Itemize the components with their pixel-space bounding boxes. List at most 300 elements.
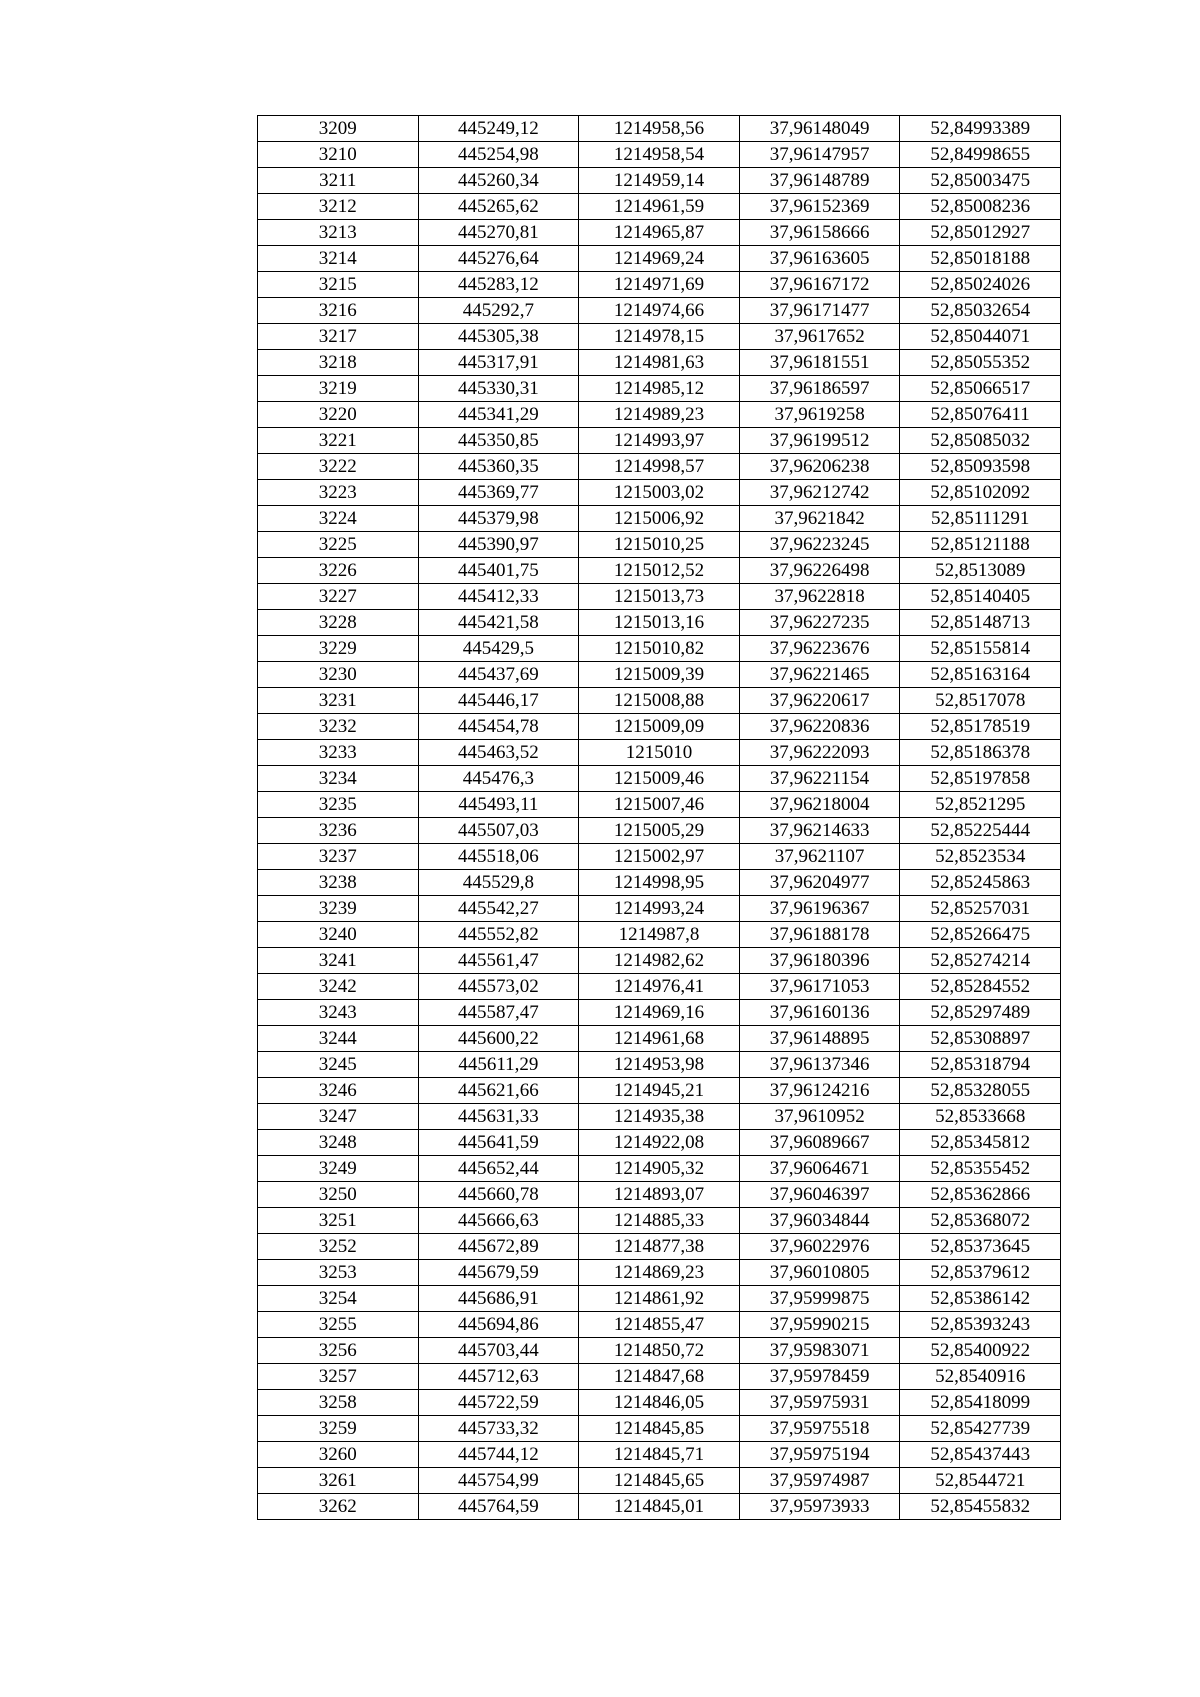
y-coordinate-cell: 1215006,92	[579, 506, 740, 532]
y-coordinate-cell: 1214845,85	[579, 1416, 740, 1442]
point-number-cell: 3232	[258, 714, 419, 740]
latitude-cell: 52,85297489	[900, 1000, 1061, 1026]
x-coordinate-cell: 445611,29	[418, 1052, 579, 1078]
point-number-cell: 3238	[258, 870, 419, 896]
latitude-cell: 52,85379612	[900, 1260, 1061, 1286]
longitude-cell: 37,96221154	[739, 766, 900, 792]
y-coordinate-cell: 1215008,88	[579, 688, 740, 714]
point-number-cell: 3223	[258, 480, 419, 506]
longitude-cell: 37,96223676	[739, 636, 900, 662]
latitude-cell: 52,85284552	[900, 974, 1061, 1000]
x-coordinate-cell: 445437,69	[418, 662, 579, 688]
x-coordinate-cell: 445542,27	[418, 896, 579, 922]
x-coordinate-cell: 445712,63	[418, 1364, 579, 1390]
table-row	[258, 402, 1061, 428]
point-number-cell: 3239	[258, 896, 419, 922]
x-coordinate-cell: 445305,38	[418, 324, 579, 350]
latitude-cell: 52,85345812	[900, 1130, 1061, 1156]
y-coordinate-cell: 1214935,38	[579, 1104, 740, 1130]
point-number-cell: 3214	[258, 246, 419, 272]
coordinates-table-body	[258, 116, 1061, 1520]
latitude-cell: 52,8521295	[900, 792, 1061, 818]
latitude-cell: 52,85225444	[900, 818, 1061, 844]
longitude-cell: 37,96227235	[739, 610, 900, 636]
table-row	[258, 1104, 1061, 1130]
y-coordinate-cell: 1214877,38	[579, 1234, 740, 1260]
table-row	[258, 662, 1061, 688]
table-row	[258, 636, 1061, 662]
longitude-cell: 37,96148049	[739, 116, 900, 142]
point-number-cell: 3231	[258, 688, 419, 714]
y-coordinate-cell: 1214971,69	[579, 272, 740, 298]
latitude-cell: 52,85093598	[900, 454, 1061, 480]
point-number-cell: 3228	[258, 610, 419, 636]
latitude-cell: 52,8533668	[900, 1104, 1061, 1130]
x-coordinate-cell: 445292,7	[418, 298, 579, 324]
table-row	[258, 792, 1061, 818]
latitude-cell: 52,85245863	[900, 870, 1061, 896]
point-number-cell: 3219	[258, 376, 419, 402]
x-coordinate-cell: 445476,3	[418, 766, 579, 792]
x-coordinate-cell: 445260,34	[418, 168, 579, 194]
x-coordinate-cell: 445621,66	[418, 1078, 579, 1104]
y-coordinate-cell: 1214987,8	[579, 922, 740, 948]
point-number-cell: 3262	[258, 1494, 419, 1520]
point-number-cell: 3236	[258, 818, 419, 844]
y-coordinate-cell: 1214845,71	[579, 1442, 740, 1468]
longitude-cell: 37,96010805	[739, 1260, 900, 1286]
x-coordinate-cell: 445369,77	[418, 480, 579, 506]
x-coordinate-cell: 445764,59	[418, 1494, 579, 1520]
longitude-cell: 37,96064671	[739, 1156, 900, 1182]
latitude-cell: 52,85155814	[900, 636, 1061, 662]
y-coordinate-cell: 1214985,12	[579, 376, 740, 402]
longitude-cell: 37,96181551	[739, 350, 900, 376]
longitude-cell: 37,96186597	[739, 376, 900, 402]
latitude-cell: 52,85308897	[900, 1026, 1061, 1052]
table-row	[258, 740, 1061, 766]
point-number-cell: 3234	[258, 766, 419, 792]
point-number-cell: 3220	[258, 402, 419, 428]
longitude-cell: 37,9610952	[739, 1104, 900, 1130]
longitude-cell: 37,95975931	[739, 1390, 900, 1416]
longitude-cell: 37,96220617	[739, 688, 900, 714]
table-row	[258, 688, 1061, 714]
longitude-cell: 37,96221465	[739, 662, 900, 688]
longitude-cell: 37,96148895	[739, 1026, 900, 1052]
longitude-cell: 37,96218004	[739, 792, 900, 818]
x-coordinate-cell: 445666,63	[418, 1208, 579, 1234]
point-number-cell: 3233	[258, 740, 419, 766]
table-row	[258, 922, 1061, 948]
table-row	[258, 1442, 1061, 1468]
point-number-cell: 3211	[258, 168, 419, 194]
latitude-cell: 52,85044071	[900, 324, 1061, 350]
point-number-cell: 3227	[258, 584, 419, 610]
y-coordinate-cell: 1214958,54	[579, 142, 740, 168]
latitude-cell: 52,84993389	[900, 116, 1061, 142]
y-coordinate-cell: 1214998,57	[579, 454, 740, 480]
table-row	[258, 1260, 1061, 1286]
y-coordinate-cell: 1215003,02	[579, 480, 740, 506]
latitude-cell: 52,85418099	[900, 1390, 1061, 1416]
longitude-cell: 37,96163605	[739, 246, 900, 272]
longitude-cell: 37,9621107	[739, 844, 900, 870]
longitude-cell: 37,95990215	[739, 1312, 900, 1338]
latitude-cell: 52,85008236	[900, 194, 1061, 220]
latitude-cell: 52,8513089	[900, 558, 1061, 584]
y-coordinate-cell: 1214850,72	[579, 1338, 740, 1364]
y-coordinate-cell: 1214965,87	[579, 220, 740, 246]
latitude-cell: 52,8523534	[900, 844, 1061, 870]
longitude-cell: 37,96137346	[739, 1052, 900, 1078]
y-coordinate-cell: 1215010,25	[579, 532, 740, 558]
longitude-cell: 37,96220836	[739, 714, 900, 740]
x-coordinate-cell: 445390,97	[418, 532, 579, 558]
x-coordinate-cell: 445754,99	[418, 1468, 579, 1494]
point-number-cell: 3222	[258, 454, 419, 480]
y-coordinate-cell: 1214961,59	[579, 194, 740, 220]
y-coordinate-cell: 1215013,16	[579, 610, 740, 636]
table-row	[258, 1182, 1061, 1208]
longitude-cell: 37,96214633	[739, 818, 900, 844]
longitude-cell: 37,95973933	[739, 1494, 900, 1520]
longitude-cell: 37,96204977	[739, 870, 900, 896]
y-coordinate-cell: 1215007,46	[579, 792, 740, 818]
longitude-cell: 37,9621842	[739, 506, 900, 532]
longitude-cell: 37,96148789	[739, 168, 900, 194]
longitude-cell: 37,96171477	[739, 298, 900, 324]
table-row	[258, 766, 1061, 792]
latitude-cell: 52,85178519	[900, 714, 1061, 740]
latitude-cell: 52,85393243	[900, 1312, 1061, 1338]
y-coordinate-cell: 1214958,56	[579, 116, 740, 142]
x-coordinate-cell: 445265,62	[418, 194, 579, 220]
point-number-cell: 3210	[258, 142, 419, 168]
latitude-cell: 52,85427739	[900, 1416, 1061, 1442]
longitude-cell: 37,96152369	[739, 194, 900, 220]
y-coordinate-cell: 1214961,68	[579, 1026, 740, 1052]
longitude-cell: 37,96167172	[739, 272, 900, 298]
latitude-cell: 52,85368072	[900, 1208, 1061, 1234]
point-number-cell: 3252	[258, 1234, 419, 1260]
x-coordinate-cell: 445249,12	[418, 116, 579, 142]
y-coordinate-cell: 1214869,23	[579, 1260, 740, 1286]
table-row	[258, 142, 1061, 168]
y-coordinate-cell: 1215009,09	[579, 714, 740, 740]
x-coordinate-cell: 445686,91	[418, 1286, 579, 1312]
x-coordinate-cell: 445412,33	[418, 584, 579, 610]
x-coordinate-cell: 445641,59	[418, 1130, 579, 1156]
point-number-cell: 3257	[258, 1364, 419, 1390]
table-row	[258, 1052, 1061, 1078]
point-number-cell: 3261	[258, 1468, 419, 1494]
table-row	[258, 610, 1061, 636]
y-coordinate-cell: 1214998,95	[579, 870, 740, 896]
latitude-cell: 52,85257031	[900, 896, 1061, 922]
point-number-cell: 3250	[258, 1182, 419, 1208]
latitude-cell: 52,85186378	[900, 740, 1061, 766]
table-row	[258, 1364, 1061, 1390]
latitude-cell: 52,8544721	[900, 1468, 1061, 1494]
longitude-cell: 37,95978459	[739, 1364, 900, 1390]
table-row	[258, 272, 1061, 298]
y-coordinate-cell: 1214974,66	[579, 298, 740, 324]
x-coordinate-cell: 445679,59	[418, 1260, 579, 1286]
table-row	[258, 1078, 1061, 1104]
longitude-cell: 37,96223245	[739, 532, 900, 558]
point-number-cell: 3246	[258, 1078, 419, 1104]
point-number-cell: 3212	[258, 194, 419, 220]
x-coordinate-cell: 445429,5	[418, 636, 579, 662]
x-coordinate-cell: 445600,22	[418, 1026, 579, 1052]
longitude-cell: 37,9619258	[739, 402, 900, 428]
latitude-cell: 52,85197858	[900, 766, 1061, 792]
longitude-cell: 37,95974987	[739, 1468, 900, 1494]
latitude-cell: 52,85024026	[900, 272, 1061, 298]
longitude-cell: 37,96147957	[739, 142, 900, 168]
longitude-cell: 37,96034844	[739, 1208, 900, 1234]
y-coordinate-cell: 1215010	[579, 740, 740, 766]
x-coordinate-cell: 445254,98	[418, 142, 579, 168]
latitude-cell: 52,8517078	[900, 688, 1061, 714]
table-row	[258, 532, 1061, 558]
x-coordinate-cell: 445421,58	[418, 610, 579, 636]
table-row	[258, 1156, 1061, 1182]
latitude-cell: 52,85400922	[900, 1338, 1061, 1364]
table-row	[258, 1338, 1061, 1364]
y-coordinate-cell: 1214993,24	[579, 896, 740, 922]
point-number-cell: 3247	[258, 1104, 419, 1130]
y-coordinate-cell: 1214922,08	[579, 1130, 740, 1156]
point-number-cell: 3240	[258, 922, 419, 948]
point-number-cell: 3235	[258, 792, 419, 818]
x-coordinate-cell: 445507,03	[418, 818, 579, 844]
y-coordinate-cell: 1214976,41	[579, 974, 740, 1000]
table-row	[258, 1390, 1061, 1416]
latitude-cell: 52,85274214	[900, 948, 1061, 974]
y-coordinate-cell: 1214861,92	[579, 1286, 740, 1312]
x-coordinate-cell: 445463,52	[418, 740, 579, 766]
point-number-cell: 3218	[258, 350, 419, 376]
longitude-cell: 37,96226498	[739, 558, 900, 584]
latitude-cell: 52,85437443	[900, 1442, 1061, 1468]
longitude-cell: 37,9622818	[739, 584, 900, 610]
point-number-cell: 3217	[258, 324, 419, 350]
point-number-cell: 3224	[258, 506, 419, 532]
longitude-cell: 37,96124216	[739, 1078, 900, 1104]
point-number-cell: 3242	[258, 974, 419, 1000]
y-coordinate-cell: 1214847,68	[579, 1364, 740, 1390]
y-coordinate-cell: 1215002,97	[579, 844, 740, 870]
point-number-cell: 3260	[258, 1442, 419, 1468]
y-coordinate-cell: 1215009,46	[579, 766, 740, 792]
x-coordinate-cell: 445652,44	[418, 1156, 579, 1182]
y-coordinate-cell: 1214953,98	[579, 1052, 740, 1078]
x-coordinate-cell: 445283,12	[418, 272, 579, 298]
latitude-cell: 52,85163164	[900, 662, 1061, 688]
longitude-cell: 37,96196367	[739, 896, 900, 922]
longitude-cell: 37,96206238	[739, 454, 900, 480]
table-row	[258, 1208, 1061, 1234]
point-number-cell: 3216	[258, 298, 419, 324]
point-number-cell: 3230	[258, 662, 419, 688]
latitude-cell: 52,85085032	[900, 428, 1061, 454]
y-coordinate-cell: 1214981,63	[579, 350, 740, 376]
point-number-cell: 3229	[258, 636, 419, 662]
table-row	[258, 480, 1061, 506]
table-row	[258, 116, 1061, 142]
x-coordinate-cell: 445454,78	[418, 714, 579, 740]
y-coordinate-cell: 1214845,65	[579, 1468, 740, 1494]
point-number-cell: 3244	[258, 1026, 419, 1052]
longitude-cell: 37,96089667	[739, 1130, 900, 1156]
point-number-cell: 3253	[258, 1260, 419, 1286]
y-coordinate-cell: 1215005,29	[579, 818, 740, 844]
point-number-cell: 3251	[258, 1208, 419, 1234]
y-coordinate-cell: 1214978,15	[579, 324, 740, 350]
point-number-cell: 3248	[258, 1130, 419, 1156]
point-number-cell: 3245	[258, 1052, 419, 1078]
longitude-cell: 37,96158666	[739, 220, 900, 246]
latitude-cell: 52,85055352	[900, 350, 1061, 376]
latitude-cell: 52,85121188	[900, 532, 1061, 558]
x-coordinate-cell: 445722,59	[418, 1390, 579, 1416]
table-row	[258, 1026, 1061, 1052]
latitude-cell: 52,85148713	[900, 610, 1061, 636]
x-coordinate-cell: 445317,91	[418, 350, 579, 376]
table-row	[258, 1286, 1061, 1312]
y-coordinate-cell: 1214945,21	[579, 1078, 740, 1104]
latitude-cell: 52,85355452	[900, 1156, 1061, 1182]
latitude-cell: 52,85003475	[900, 168, 1061, 194]
longitude-cell: 37,96180396	[739, 948, 900, 974]
x-coordinate-cell: 445694,86	[418, 1312, 579, 1338]
x-coordinate-cell: 445552,82	[418, 922, 579, 948]
x-coordinate-cell: 445587,47	[418, 1000, 579, 1026]
point-number-cell: 3241	[258, 948, 419, 974]
table-row	[258, 1234, 1061, 1260]
x-coordinate-cell: 445360,35	[418, 454, 579, 480]
x-coordinate-cell: 445561,47	[418, 948, 579, 974]
latitude-cell: 52,85066517	[900, 376, 1061, 402]
table-row	[258, 1494, 1061, 1520]
table-row	[258, 350, 1061, 376]
table-row	[258, 974, 1061, 1000]
table-row	[258, 324, 1061, 350]
latitude-cell: 52,85111291	[900, 506, 1061, 532]
x-coordinate-cell: 445379,98	[418, 506, 579, 532]
table-row	[258, 818, 1061, 844]
latitude-cell: 52,85102092	[900, 480, 1061, 506]
latitude-cell: 52,85012927	[900, 220, 1061, 246]
y-coordinate-cell: 1215013,73	[579, 584, 740, 610]
longitude-cell: 37,95999875	[739, 1286, 900, 1312]
y-coordinate-cell: 1214905,32	[579, 1156, 740, 1182]
table-row	[258, 298, 1061, 324]
table-row	[258, 1312, 1061, 1338]
x-coordinate-cell: 445660,78	[418, 1182, 579, 1208]
latitude-cell: 52,85386142	[900, 1286, 1061, 1312]
table-row	[258, 1416, 1061, 1442]
latitude-cell: 52,85032654	[900, 298, 1061, 324]
y-coordinate-cell: 1214969,16	[579, 1000, 740, 1026]
table-row	[258, 896, 1061, 922]
longitude-cell: 37,95983071	[739, 1338, 900, 1364]
longitude-cell: 37,95975518	[739, 1416, 900, 1442]
longitude-cell: 37,96171053	[739, 974, 900, 1000]
latitude-cell: 52,85455832	[900, 1494, 1061, 1520]
point-number-cell: 3255	[258, 1312, 419, 1338]
point-number-cell: 3243	[258, 1000, 419, 1026]
x-coordinate-cell: 445703,44	[418, 1338, 579, 1364]
table-row	[258, 1000, 1061, 1026]
latitude-cell: 52,85318794	[900, 1052, 1061, 1078]
point-number-cell: 3259	[258, 1416, 419, 1442]
x-coordinate-cell: 445493,11	[418, 792, 579, 818]
latitude-cell: 52,85373645	[900, 1234, 1061, 1260]
x-coordinate-cell: 445529,8	[418, 870, 579, 896]
y-coordinate-cell: 1215010,82	[579, 636, 740, 662]
longitude-cell: 37,96212742	[739, 480, 900, 506]
y-coordinate-cell: 1215012,52	[579, 558, 740, 584]
longitude-cell: 37,96222093	[739, 740, 900, 766]
x-coordinate-cell: 445341,29	[418, 402, 579, 428]
point-number-cell: 3256	[258, 1338, 419, 1364]
y-coordinate-cell: 1214893,07	[579, 1182, 740, 1208]
x-coordinate-cell: 445518,06	[418, 844, 579, 870]
longitude-cell: 37,9617652	[739, 324, 900, 350]
table-row	[258, 1130, 1061, 1156]
table-row	[258, 168, 1061, 194]
y-coordinate-cell: 1214969,24	[579, 246, 740, 272]
latitude-cell: 52,84998655	[900, 142, 1061, 168]
longitude-cell: 37,96160136	[739, 1000, 900, 1026]
x-coordinate-cell: 445401,75	[418, 558, 579, 584]
x-coordinate-cell: 445631,33	[418, 1104, 579, 1130]
point-number-cell: 3249	[258, 1156, 419, 1182]
table-row	[258, 246, 1061, 272]
y-coordinate-cell: 1214959,14	[579, 168, 740, 194]
latitude-cell: 52,85140405	[900, 584, 1061, 610]
table-row	[258, 376, 1061, 402]
y-coordinate-cell: 1214855,47	[579, 1312, 740, 1338]
table-row	[258, 558, 1061, 584]
point-number-cell: 3237	[258, 844, 419, 870]
x-coordinate-cell: 445744,12	[418, 1442, 579, 1468]
coordinates-table	[257, 115, 1061, 1520]
y-coordinate-cell: 1214989,23	[579, 402, 740, 428]
point-number-cell: 3209	[258, 116, 419, 142]
latitude-cell: 52,85076411	[900, 402, 1061, 428]
table-row	[258, 714, 1061, 740]
latitude-cell: 52,85266475	[900, 922, 1061, 948]
table-row	[258, 428, 1061, 454]
y-coordinate-cell: 1214846,05	[579, 1390, 740, 1416]
point-number-cell: 3258	[258, 1390, 419, 1416]
x-coordinate-cell: 445672,89	[418, 1234, 579, 1260]
x-coordinate-cell: 445276,64	[418, 246, 579, 272]
longitude-cell: 37,96188178	[739, 922, 900, 948]
table-row	[258, 844, 1061, 870]
table-row	[258, 870, 1061, 896]
table-row	[258, 454, 1061, 480]
point-number-cell: 3226	[258, 558, 419, 584]
table-row	[258, 220, 1061, 246]
table-row	[258, 506, 1061, 532]
latitude-cell: 52,8540916	[900, 1364, 1061, 1390]
point-number-cell: 3254	[258, 1286, 419, 1312]
